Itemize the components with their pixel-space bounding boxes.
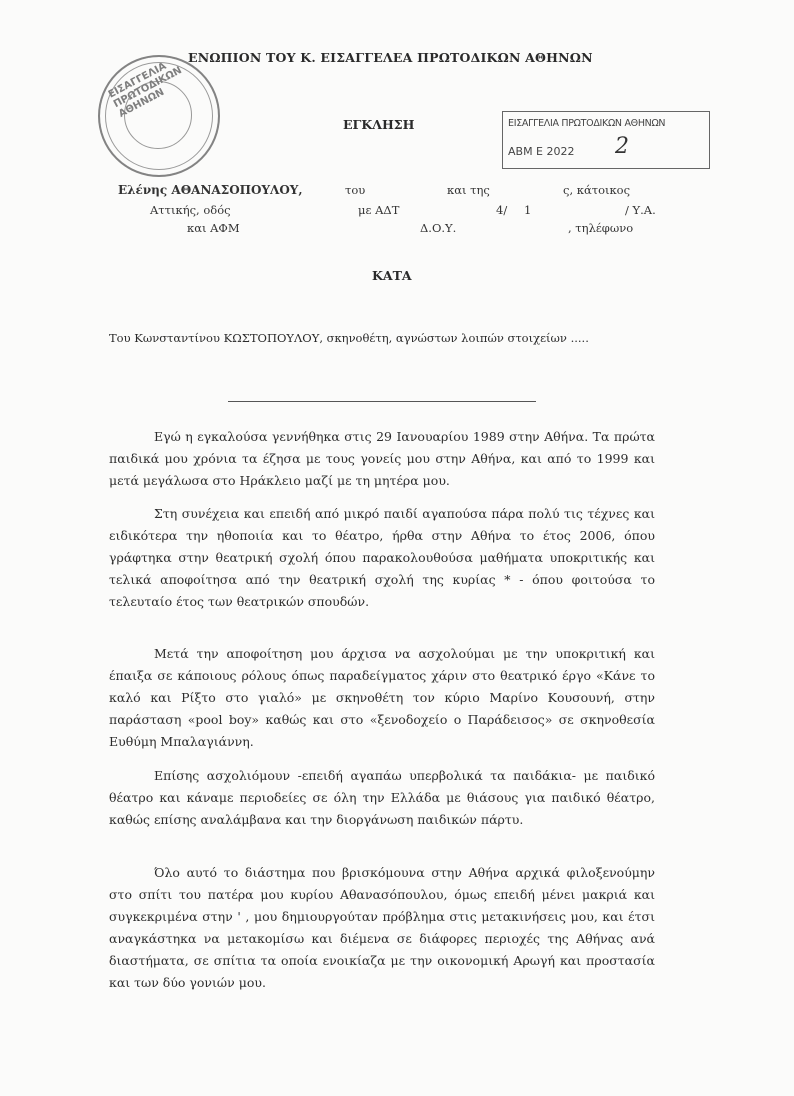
document-header: ΕΝΩΠΙΟΝ ΤΟΥ Κ. ΕΙΣΑΓΓΕΛΕΑ ΠΡΩΤΟΔΙΚΩΝ ΑΘΗΝΩΝ — [188, 50, 593, 65]
paragraph-children-theatre — [109, 765, 655, 831]
complainant-katoikos: ς, κάτοικος — [563, 183, 631, 197]
registry-stamp — [502, 111, 710, 169]
paragraph-text: Μετά την αποφοίτηση μου άρχισα να ασχολούμαι με την υποκριτική και έπαιξα σε κάποιους ρόλους όπως παραδείγματος χάριν στο θεατρικό έργο «Κάνε το καλό και Ρίξτο στο γιαλό» με σκηνοθέτη τον κύριο Μαρίνο Κουσουνή, στην παράσταση «pool boy» καθώς και στο «ξενοδοχείο ο Παράδεισος» σε σκηνοθεσία Ευθύμη Μπαλαγιάννη. — [109, 646, 655, 749]
paragraph-career — [109, 643, 655, 753]
paragraph-text: Όλο αυτό το διάστημα που βρισκόμουνα στην Αθήνα αρχικά φιλοξενούμην στο σπίτι του πατέρα μου κυρίου Αθανασόπουλου, όμως επειδή μένει μακριά και συγκεκριμένα στην ' , μου δημιουργούταν πρόβλημα στις μετακινήσεις μου, και έτσι αναγκάστηκα να μετακομίσω και διέμενα σε διάφορες περιοχές της Αθήνας ανά διαστήματα, σε σπίτια τα οποία ενοικίαζα με την οικονομική Αρωγή και προστασία και των δύο γονιών μου. — [109, 865, 655, 990]
complainant-tou: του — [345, 183, 366, 197]
complainant-name: Ελένης ΑΘΑΝΑΣΟΠΟΥΛΟΥ, — [118, 183, 303, 197]
complainant-attikis: Αττικής, οδός — [150, 203, 231, 217]
against-heading: ΚΑΤΑ — [372, 268, 412, 283]
registry-stamp-number: ΑΒΜ Ε 2022 — [508, 145, 575, 158]
complainant-adt: με ΑΔΤ — [358, 203, 400, 217]
paragraph-studies — [109, 503, 655, 613]
complainant-doy: Δ.Ο.Υ. — [420, 221, 457, 235]
round-seal-stamp — [98, 55, 220, 177]
defendant-line: Του Κωνσταντίνου ΚΩΣΤΟΠΟΥΛΟΥ, σκηνοθέτη, αγνώστων λοιπών στοιχείων ..... — [109, 331, 589, 345]
registry-stamp-handwriting: 2 — [615, 134, 629, 159]
complainant-adt-fragment-2: 1 — [524, 203, 532, 217]
complainant-afm: και ΑΦΜ — [187, 221, 240, 235]
registry-stamp-office: ΕΙΣΑΓΓΕΛΙΑ ΠΡΩΤΟΔΙΚΩΝ ΑΘΗΝΩΝ — [508, 118, 666, 129]
seal-ring-text: ΕΙΣΑΓΓΕΛΙΑ ΠΡΩΤΟΔΙΚΩΝ ΑΘΗΝΩΝ — [106, 60, 184, 120]
paragraph-text: Στη συνέχεια και επειδή από μικρό παιδί αγαπούσα πάρα πολύ τις τέχνες και ειδικότερα την ηθοποιία και το θέατρο, ήρθα στην Αθήνα το έτος 2006, όπου γράφτηκα στην θεατρική σχολή όπου παρακολουθούσα μαθήματα υποκριτικής και τελικά αποφοίτησα από την θεατρική σχολή της κυρίας * - όπου φοιτούσα το τελευταίο έτος των θεατρικών σπουδών. — [109, 506, 655, 609]
paragraph-birth — [109, 426, 655, 492]
complainant-phone: , τηλέφωνο — [568, 221, 634, 235]
paragraph-text: Εγώ η εγκαλούσα γεννήθηκα στις 29 Ιανουαρίου 1989 στην Αθήνα. Τα πρώτα παιδικά μου χρόνια τα έζησα με τους γονείς μου στην Αθήνα, και από το 1999 και μετά μεγάλωσα στο Ηράκλειο μαζί με τη μητέρα μου. — [109, 429, 655, 488]
complainant-adt-fragment-1: 4/ — [496, 203, 508, 217]
paragraph-text: Επίσης ασχολιόμουν -επειδή αγαπάω υπερβολικά τα παιδάκια- με παιδικό θέατρο και κάναμε περιοδείες σε όλη την Ελλάδα με θιάσους για παιδικό θέατρο, καθώς επίσης αναλάμβανα και την διοργάνωση παιδικών πάρτυ. — [109, 768, 655, 827]
complainant-ya: / Υ.Α. — [625, 203, 656, 217]
paragraph-residence — [109, 862, 655, 994]
separator-line — [228, 401, 536, 402]
document-title: ΕΓΚΛΗΣΗ — [343, 117, 415, 132]
complainant-kai-tis: και της — [447, 183, 490, 197]
